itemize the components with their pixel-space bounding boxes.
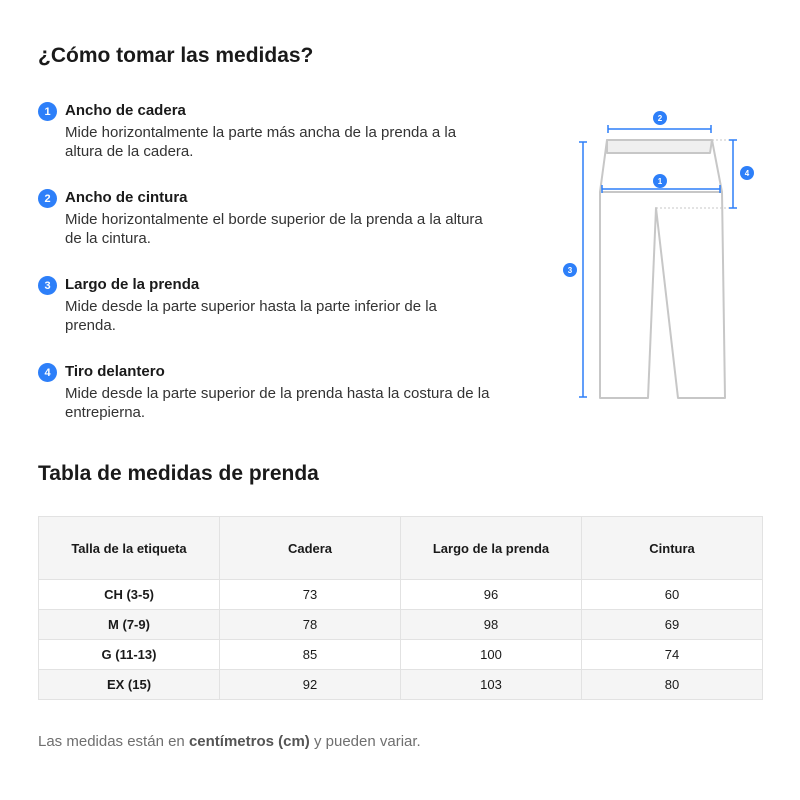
measure-length [563,142,587,397]
step-number-badge: 2 [38,189,57,208]
length-cell: 98 [401,610,582,640]
step-description: Mide horizontalmente la parte más ancha de la prenda a la altura de la cadera. [65,124,457,160]
size-cell: CH (3-5) [39,580,220,610]
step-number-badge: 3 [38,276,57,295]
step-title: Tiro delantero [65,363,165,380]
step-title: Ancho de cintura [65,189,188,206]
table-row [39,670,763,700]
length-cell: 96 [401,580,582,610]
waist-cell: 80 [582,670,763,700]
table-row [39,580,763,610]
marker-label: 4 [744,169,750,178]
step-hip-width [38,100,498,187]
note-suffix: y pueden variar. [309,733,421,750]
hip-cell: 85 [220,640,401,670]
units-note [38,733,421,750]
step-title: Largo de la prenda [65,276,200,293]
table-row [39,640,763,670]
waist-cell: 74 [582,640,763,670]
hip-cell: 92 [220,670,401,700]
step-title: Ancho de cadera [65,102,186,119]
column-header: Cadera [220,517,401,580]
size-cell: EX (15) [39,670,220,700]
column-header: Talla de la etiqueta [39,517,220,580]
note-prefix: Las medidas están en [38,733,189,750]
step-number-badge: 1 [38,102,57,121]
step-description: Mide desde la parte superior hasta la parte inferior de la prenda. [65,298,437,334]
table-header-row [39,517,763,580]
page-title: ¿Cómo tomar las medidas? [38,44,314,67]
marker-label: 2 [657,114,663,123]
measurement-steps [38,100,498,448]
step-description: Mide desde la parte superior de la prenda hasta la costura de la entrepierna. [65,385,490,421]
hip-cell: 73 [220,580,401,610]
marker-label: 1 [657,177,663,186]
table-row [39,610,763,640]
size-cell: M (7-9) [39,610,220,640]
size-table [38,516,763,700]
waist-cell: 69 [582,610,763,640]
step-number-badge: 4 [38,363,57,382]
step-front-rise [38,361,498,448]
step-garment-length [38,274,498,361]
waist-cell: 60 [582,580,763,610]
column-header: Cintura [582,517,763,580]
table-title: Tabla de medidas de prenda [38,462,319,485]
step-waist-width [38,187,498,274]
length-cell: 100 [401,640,582,670]
column-header: Largo de la prenda [401,517,582,580]
measure-waist [608,111,711,133]
marker-label: 3 [567,266,573,275]
note-units: centímetros (cm) [188,733,310,750]
hip-cell: 78 [220,610,401,640]
length-cell: 103 [401,670,582,700]
pants-measurement-diagram [550,100,770,410]
step-description: Mide horizontalmente el borde superior de la prenda a la altura de la cintura. [65,211,483,247]
size-cell: G (11-13) [39,640,220,670]
